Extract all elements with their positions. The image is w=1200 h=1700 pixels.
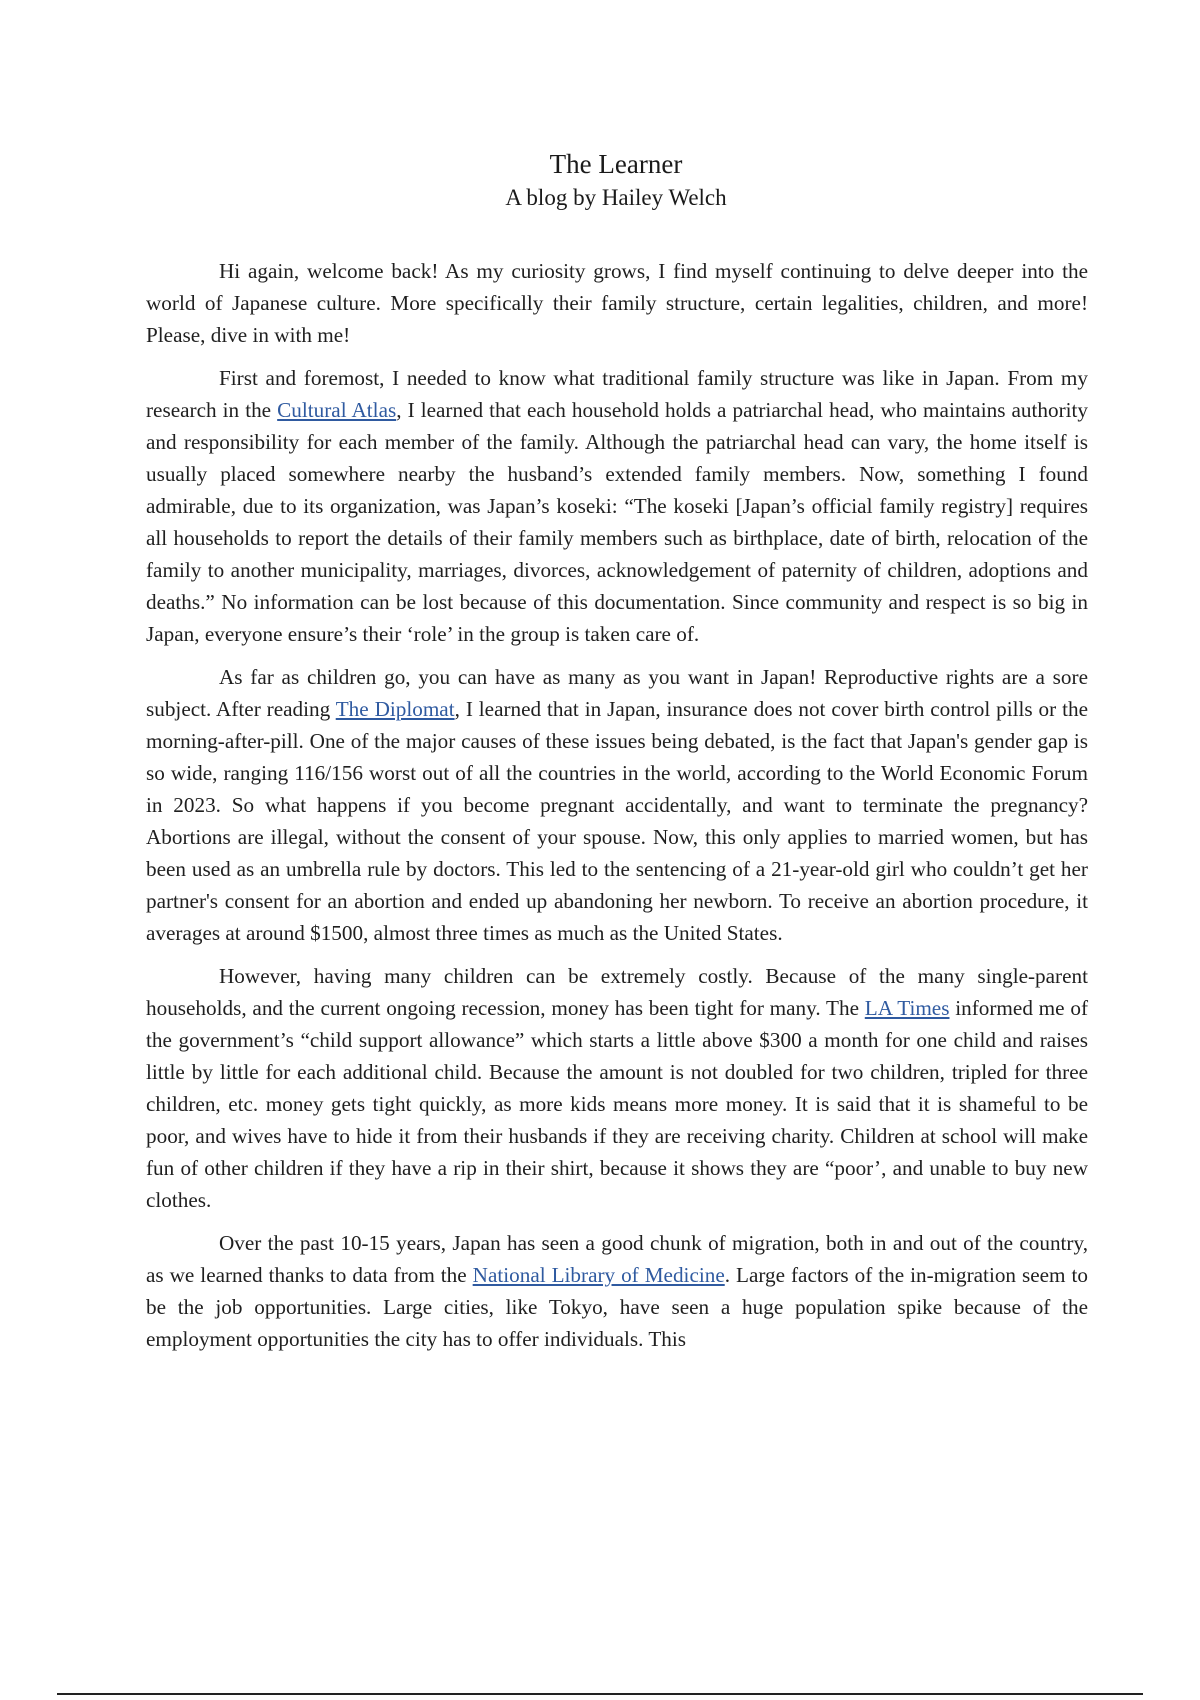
paragraph-text: , I learned that in Japan, insurance does not cover birth control pills or the morning-after-pill. One of the major causes of these issues being debated, is the fact that Japan's gender gap is so wide, ranging 116/156 worst out of all the countries in the world, according to the World Economic Forum in 2023. So what happens if you become pregnant accidentally, and want to terminate the pregnancy? Abortions are illegal, without the consent of your spouse. Now, this only applies to married women, but has been used as an umbrella rule by doctors. This led to the sentencing of a 21-year-old girl who couldn’t get her partner's consent for an abortion and ended up abandoning her newborn. To receive an abortion procedure, it averages at around $1500, almost three times as much as the United States.	[146, 697, 1088, 945]
paragraph-child-costs	[146, 960, 1088, 1216]
paragraph-intro	[146, 255, 1088, 351]
paragraph-reproductive-rights	[146, 661, 1088, 949]
paragraph-text: . Large factors of the in-migration seem to be the job opportunities. Large cities, like Tokyo, have seen a huge population spike because of the employment opportunities the city has to offer individuals. This	[146, 1263, 1088, 1351]
link-national-library-of-medicine[interactable]: National Library of Medicine	[472, 1263, 725, 1287]
blog-title: The Learner	[549, 149, 683, 179]
paragraph-text: Over the past 10-15 years, Japan has seen a good chunk of migration, both in and out of the country, as we learned thanks to data from the	[146, 1231, 1088, 1287]
paragraph-migration	[146, 1227, 1088, 1355]
paragraph-text: However, having many children can be extremely costly. Because of the many single-parent households, and the current ongoing recession, money has been tight for many. The	[146, 964, 1088, 1020]
page-bottom-rule	[57, 1693, 1143, 1695]
blog-body	[146, 255, 1088, 1366]
blog-header	[0, 146, 1200, 214]
paragraph-text: First and foremost, I needed to know what traditional family structure was like in Japan. From my research in the	[146, 366, 1088, 422]
paragraph-text: , I learned that each household holds a patriarchal head, who maintains authority and responsibility for each member of the family. Although the patriarchal head can vary, the home itself is usually placed somewhere nearby the husband’s extended family members. Now, something I found admirable, due to its organization, was Japan’s koseki: “The koseki [Japan’s official family registry] requires all households to report the details of their family members such as birthplace, date of birth, relocation of the family to another municipality, marriages, divorces, acknowledgement of paternity of children, adoptions and deaths.” No information can be lost because of this documentation. Since community and respect is so big in Japan, everyone ensure’s their ‘role’ in the group is taken care of.	[146, 398, 1089, 646]
paragraph-text: As far as children go, you can have as many as you want in Japan! Reproductive rights are a sore subject. After reading	[146, 665, 1088, 721]
paragraph-family-structure	[146, 362, 1088, 650]
link-the-diplomat[interactable]: The Diplomat	[335, 697, 455, 721]
link-la-times[interactable]: LA Times	[864, 996, 950, 1020]
link-cultural-atlas[interactable]: Cultural Atlas	[277, 398, 397, 422]
paragraph-text: Hi again, welcome back! As my curiosity grows, I find myself continuing to delve deeper into the world of Japanese culture. More specifically their family structure, certain legalities, children, and more! Please, dive in with me!	[146, 259, 1088, 347]
paragraph-text: informed me of the government’s “child support allowance” which starts a little above $300 a month for one child and raises little by little for each additional child. Because the amount is not doubled for two children, tripled for three children, etc. money gets tight quickly, as more kids means more money. It is said that it is shameful to be poor, and wives have to hide it from their husbands if they are receiving charity. Children at school will make fun of other children if they have a rip in their shirt, because it shows they are “poor’, and unable to buy new clothes.	[146, 996, 1088, 1212]
blog-byline: A blog by Hailey Welch	[505, 185, 727, 210]
